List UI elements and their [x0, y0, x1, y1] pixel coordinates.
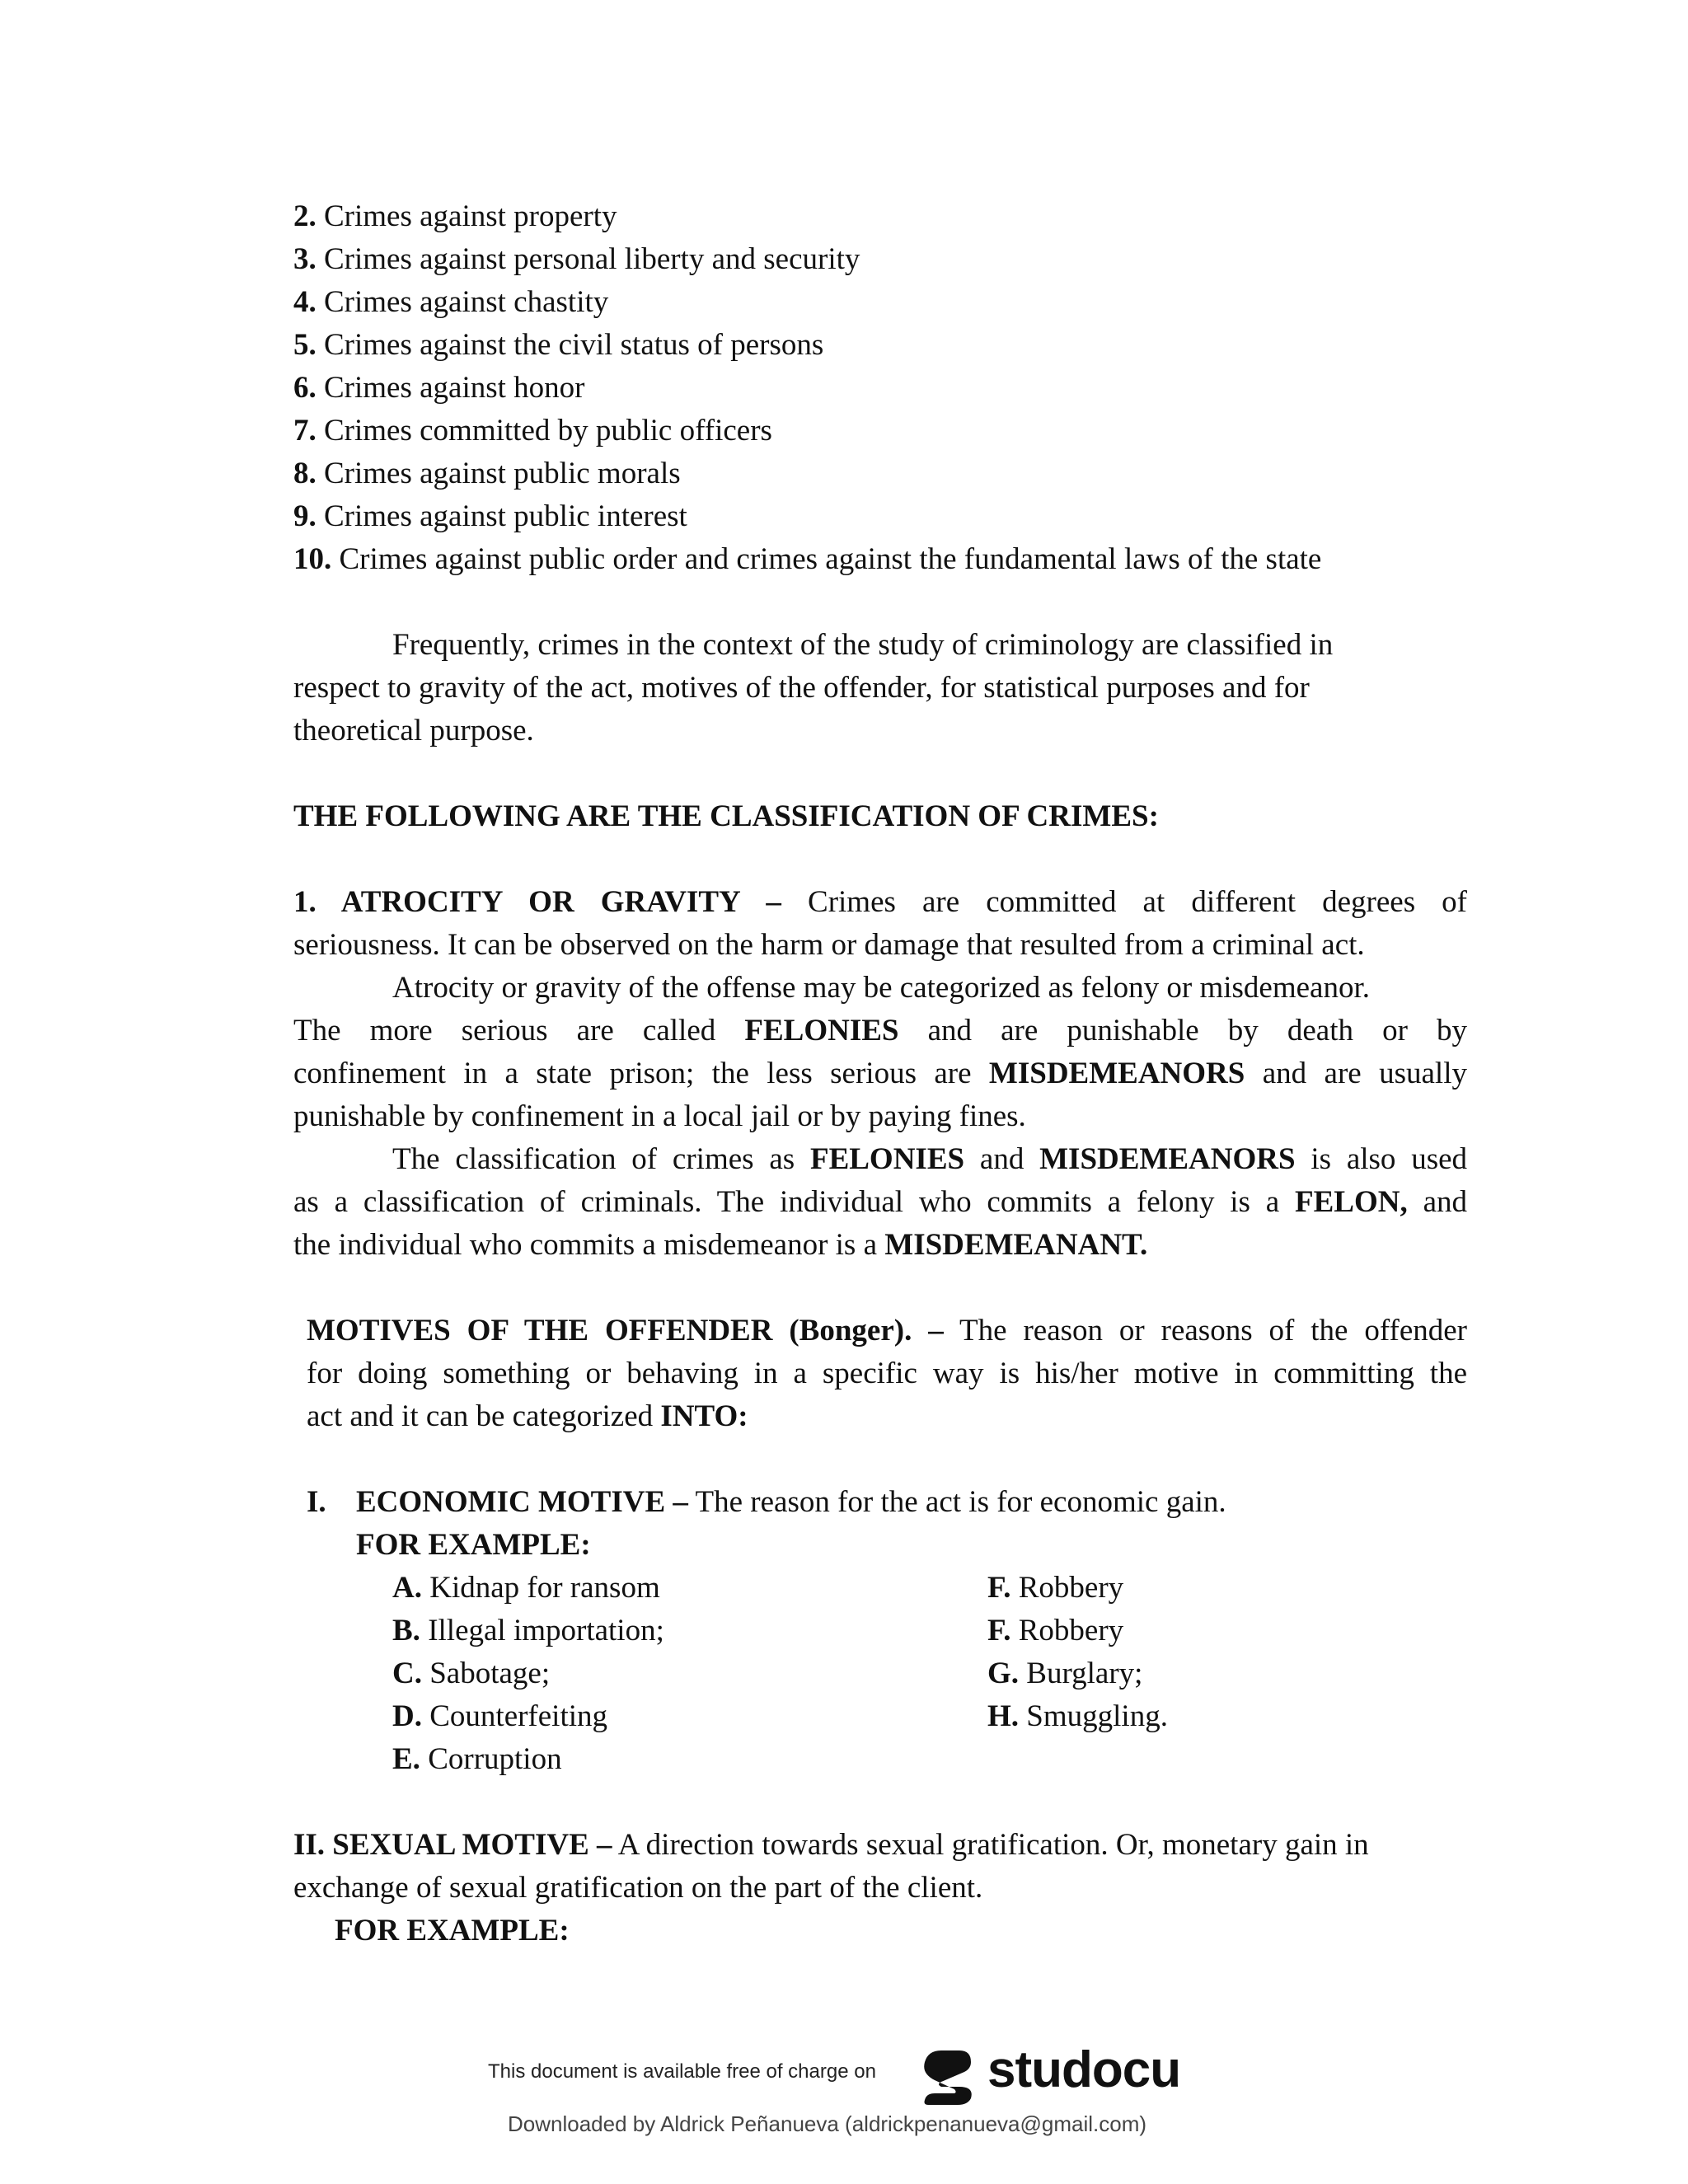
section-heading: THE FOLLOWING ARE THE CLASSIFICATION OF CRIMES:: [293, 799, 1159, 833]
example-item: H. Smuggling.: [987, 1699, 1168, 1733]
economic-motive-line: ECONOMIC MOTIVE – The reason for the act is for economic gain.: [356, 1485, 1226, 1519]
studocu-logo-icon: [917, 2044, 981, 2108]
example-item: A. Kidnap for ransom: [392, 1571, 660, 1605]
atrocity-line: as a classification of criminals. The individual who commits a felony is a FELON, and: [293, 1185, 1468, 1219]
example-item: F. Robbery: [987, 1571, 1124, 1605]
example-item: C. Sabotage;: [392, 1657, 551, 1690]
list-item: 10. Crimes against public order and crimes against the fundamental laws of the state: [293, 542, 1322, 576]
list-item: 5. Crimes against the civil status of persons: [293, 328, 824, 362]
list-item: 9. Crimes against public interest: [293, 499, 687, 533]
list-item: 6. Crimes against honor: [293, 371, 585, 405]
motives-line: for doing something or behaving in a specific way is his/her motive in committing the: [307, 1357, 1467, 1390]
atrocity-line: The more serious are called FELONIES and are punishable by death or by: [293, 1014, 1468, 1047]
motives-line: MOTIVES OF THE OFFENDER (Bonger). – The reason or reasons of the offender: [307, 1314, 1467, 1347]
sexual-motive-line: II. SEXUAL MOTIVE – A direction towards sexual gratification. Or, monetary gain in: [293, 1828, 1369, 1862]
example-item: D. Counterfeiting: [392, 1699, 608, 1733]
example-item: B. Illegal importation;: [392, 1614, 664, 1647]
list-item: 3. Crimes against personal liberty and security: [293, 242, 860, 276]
atrocity-line: The classification of crimes as FELONIES and MISDEMEANORS is also used: [392, 1142, 1468, 1176]
studocu-logo-text: studocu: [987, 2041, 1181, 2098]
atrocity-line: 1. ATROCITY OR GRAVITY – Crimes are committed at different degrees of: [293, 885, 1467, 919]
intro-paragraph-line: respect to gravity of the act, motives of the offender, for statistical purposes and for: [293, 671, 1310, 705]
atrocity-line: seriousness. It can be observed on the harm or damage that resulted from a criminal act.: [293, 928, 1365, 962]
atrocity-line: punishable by confinement in a local jail or by paying fines.: [293, 1099, 1026, 1133]
list-item: 4. Crimes against chastity: [293, 285, 609, 319]
footer-availability-note: This document is available free of charge on: [488, 2060, 876, 2083]
economic-numeral: I.: [307, 1485, 326, 1519]
intro-paragraph-line: theoretical purpose.: [293, 714, 534, 748]
list-item: 7. Crimes committed by public officers: [293, 414, 772, 448]
for-example-label: FOR EXAMPLE:: [335, 1914, 570, 1947]
for-example-label: FOR EXAMPLE:: [356, 1528, 591, 1562]
example-item: F. Robbery: [987, 1614, 1124, 1647]
sexual-motive-line: exchange of sexual gratification on the part of the client.: [293, 1871, 983, 1905]
list-item: 2. Crimes against property: [293, 199, 617, 233]
footer-download-note: Downloaded by Aldrick Peñanueva (aldrickpenanueva@gmail.com): [508, 2111, 1147, 2136]
list-item: 8. Crimes against public morals: [293, 457, 681, 490]
motives-line: act and it can be categorized INTO:: [307, 1399, 748, 1433]
atrocity-line: the individual who commits a misdemeanor is a MISDEMEANANT.: [293, 1228, 1148, 1262]
example-item: G. Burglary;: [987, 1657, 1143, 1690]
example-item: E. Corruption: [392, 1742, 562, 1776]
studocu-logo-link[interactable]: [917, 2039, 1180, 2105]
atrocity-line: Atrocity or gravity of the offense may be categorized as felony or misdemeanor.: [392, 971, 1370, 1005]
atrocity-line: confinement in a state prison; the less serious are MISDEMEANORS and are usually: [293, 1057, 1467, 1090]
intro-paragraph-line: Frequently, crimes in the context of the study of criminology are classified in: [392, 628, 1334, 662]
